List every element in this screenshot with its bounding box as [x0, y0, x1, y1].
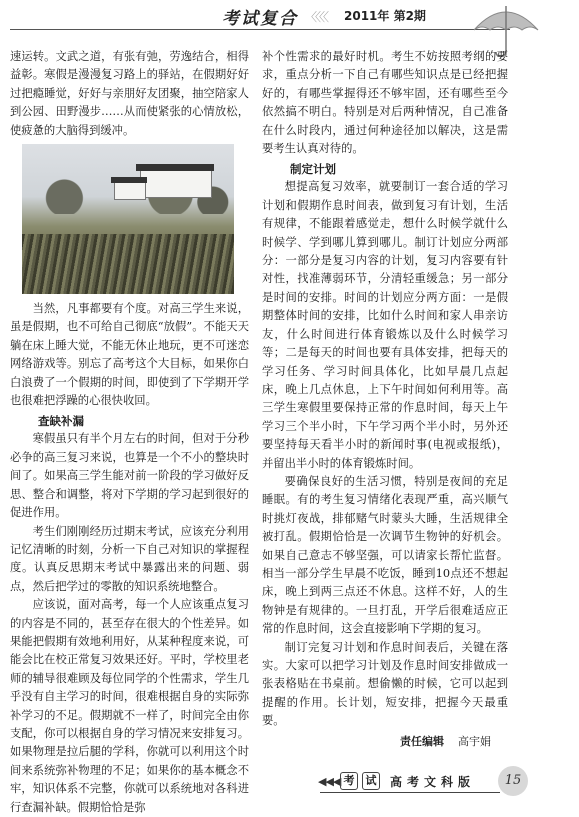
page-footer — [0, 766, 579, 800]
magazine-title: 考试复合 — [222, 9, 298, 29]
section-heading: 查缺补漏 — [38, 414, 84, 429]
header-arrows: 〈〈〈〈 — [305, 10, 328, 24]
landscape-photo — [22, 144, 234, 294]
paragraph: 补个性需求的最好时机。考生不妨按照考纲的要求，重点分析一下自己有哪些知识点是已经把握好的，有哪些掌握得还不够牢固，还有哪些至今依然搞不明白。特别是对后两种情况，自己准备在什么时段内，通过何种途径加以解决，这是需要考生认真对待的。 — [262, 50, 508, 156]
footer-box-kao: 考 — [340, 772, 358, 790]
issue-label: 2011年 第2期 — [344, 9, 426, 23]
left-column — [10, 48, 249, 817]
right-column — [262, 48, 508, 731]
paragraph: 当然，凡事都要有个度。对高三学生来说，虽是假期，也不可给自己彻底“放假”。不能天天躺在床上睡大觉，不能无休止地玩，更不可迷恋网络游戏等。别忘了高考这个大目标，如果你白白浪费了一个假期的时间，即使到了下学期开学也很难把浮躁的心很快收回。 — [10, 302, 249, 408]
paragraph: 应该说，面对高考，每一个人应该重点复习的内容是不同的，甚至存在很大的个性差异。如果能把假期有效地利用好，从某种程度来说，可能会比在校正常复习效果还好。平时，学校里老师的辅导很难顾及每位同学的个性需求，学生几乎没有自主学习的时间，很难根据自身的实际弥补学习的不足。假期就不一样了，时间完全由你支配，你可以根据自身的学习情况来安排复习。如果物理是拉后腿的学科，你就可以利用这个时间来系统弥补物理的不足；如果你的基本概念不牢，知识体系不完整，你就可以系统地对各科进行查漏补缺。假期恰恰是弥 — [10, 598, 249, 814]
footer-rule — [320, 792, 500, 793]
editor-label: 责任编辑 — [400, 735, 444, 748]
page-header — [0, 0, 579, 46]
footer-arrows: ◀◀◀ — [318, 775, 341, 788]
footer-box-shi: 试 — [362, 772, 380, 790]
paragraph: 寒假虽只有半个月左右的时间，但对于分秒必争的高三复习来说，也算是一个不小的整块时间了。如果高三学生能对前一阶段的学习做好反思、整合和调整，将对下学期的学习起到很好的促进作用。 — [10, 432, 249, 520]
paragraph: 考生们刚刚经历过期末考试，应该充分利用记忆清晰的时刻，分析一下自己对知识的掌握程度。认真反思期末考试中暴露出来的问题、弱点，然后把学过的零散的知识系统地整合。 — [10, 524, 249, 593]
paragraph: 制订完复习计划和作息时间表后，关键在落实。大家可以把学习计划及作息时间安排做成一张表格贴在书桌前。想偷懒的时候，它可以起到提醒的作用。长计划，短安排，把握今天最重要。 — [262, 640, 508, 728]
editor-name: 高宇娟 — [458, 735, 491, 748]
editor-credit — [400, 733, 491, 749]
section-heading: 制定计划 — [290, 162, 336, 177]
paragraph: 速运转。文武之道，有张有弛，劳逸结合，相得益彰。寒假是漫漫复习路上的驿站，在假期好好过把瘾睡觉，好好与亲朋好友团聚，抽空陪家人到公园、田野漫步……从而使紧张的心情放松，使疲惫的大脑得到缓冲。 — [10, 50, 249, 137]
header-rule — [10, 29, 510, 30]
paragraph: 想提高复习效率，就要制订一套合适的学习计划和假期作息时间表，做到复习有计划，生活有规律，不能跟着感觉走，想什么时候学就什么时候学、学到哪儿算到哪儿。制订计划应分两部分：一部分是复习内容的计划，复习内容要有针对性，找准薄弱环节，分清轻重缓急；另一部分是时间的安排。时间的计划应分两方面：一是假期整体时间的安排，比如什么时间和家人串亲访友，什么时间进行体育锻炼以及什么时候学习等；二是每天的时间也要有具体安排，把每天的学习任务、学习时间具体化，比如早晨几点起床，晚上几点休息，上下午时间如何利用等。高三学生寒假里要保持正常的作息时间，每天上午学习三个半小时，下午学习两个半小时，另外还要坚持每天看半小时的新闻时事(电视或报纸)，并留出半小时的体育锻炼时间。 — [262, 180, 508, 470]
page-number: 15 — [498, 766, 528, 796]
paragraph: 要确保良好的生活习惯，特别是夜间的充足睡眠。有的考生复习情绪化表现严重，高兴顺气时挑灯夜战，排郁赌气时蒙头大睡，生活规律全被打乱。假期恰恰是一次调节生物钟的好机会。如果自己意志不够坚强，可以请家长帮忙监督。相当一部分学生早晨不吃饭，睡到10点还不想起床，晚上到两三点还不休息。这样不好，人的生物钟是有规律的。一旦打乱，开学后很难适应正常的作息时间，这会直接影响下学期的复习。 — [262, 474, 508, 636]
edition-name: 高考文科版 — [390, 775, 476, 789]
